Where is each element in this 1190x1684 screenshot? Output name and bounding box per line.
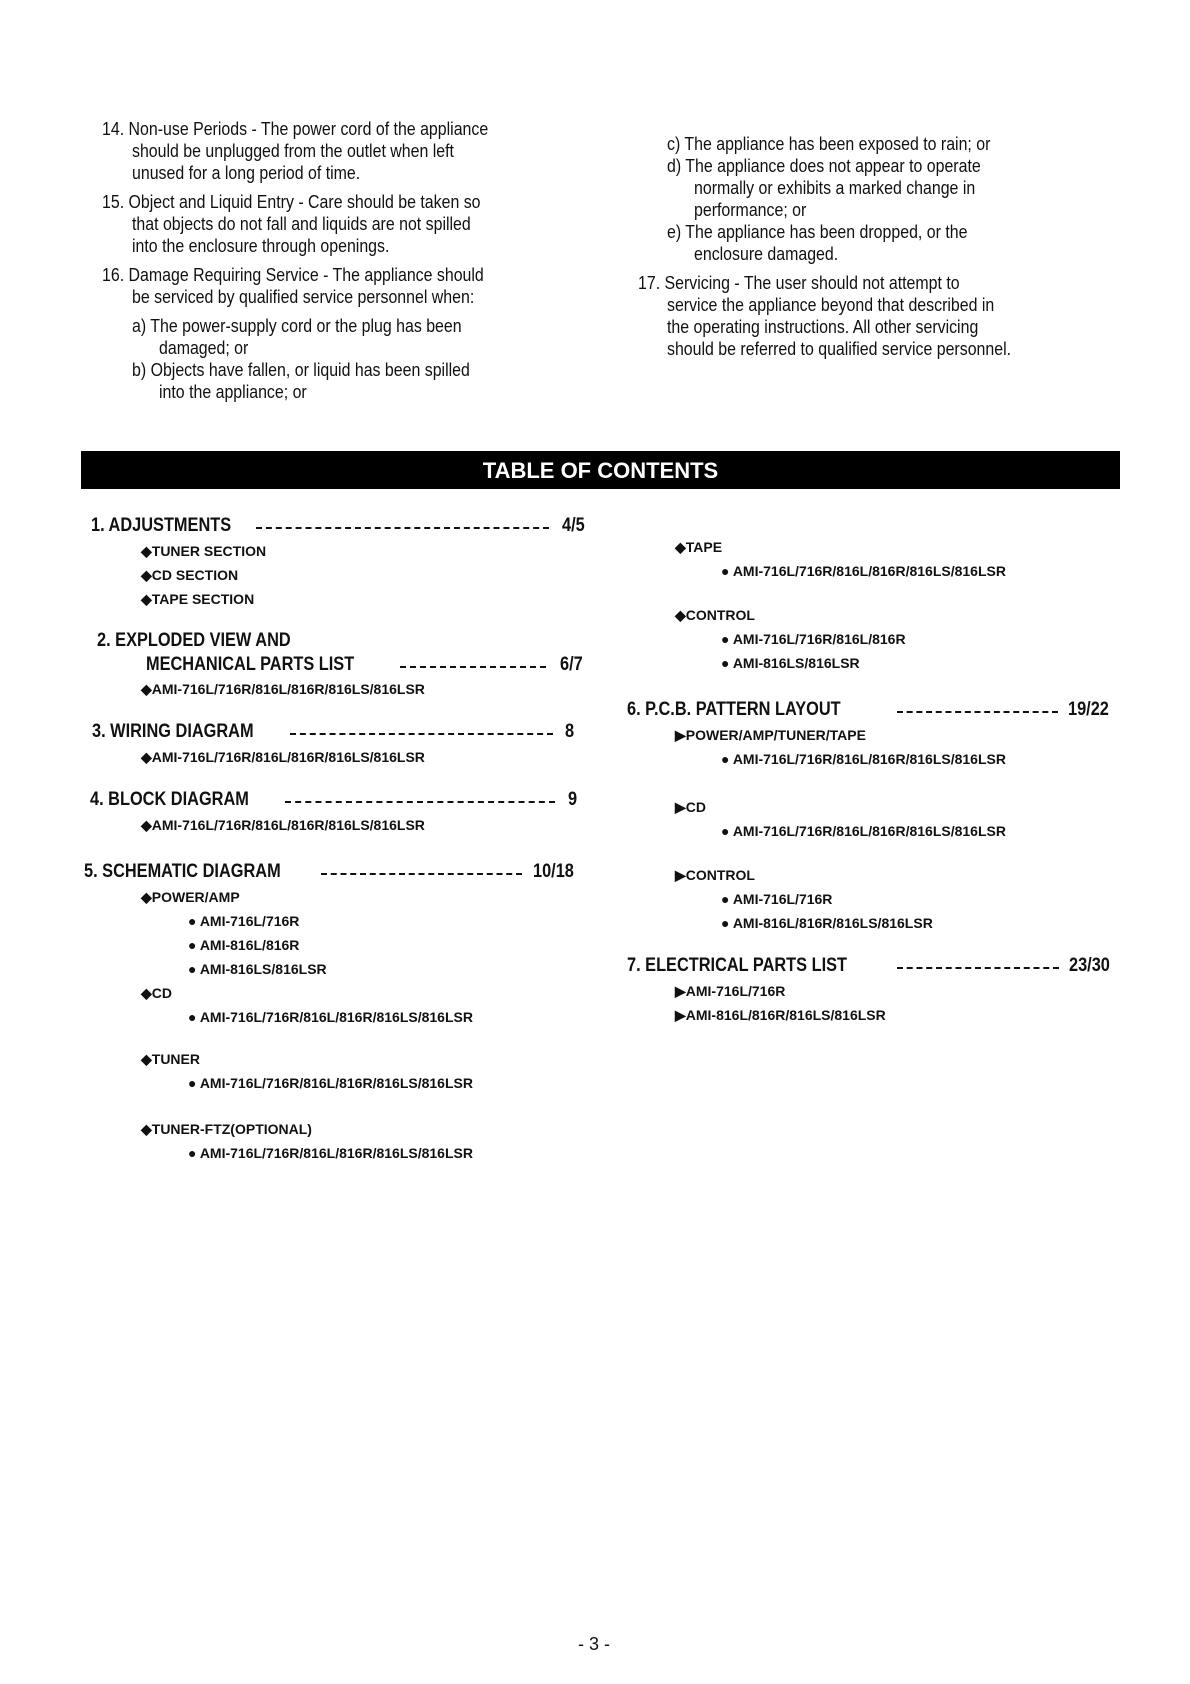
toc-section-3-leader [290,733,553,735]
item-d-line-2: normally or exhibits a marked change in [694,177,976,198]
toc-section-7-title: 7. ELECTRICAL PARTS LIST [627,955,848,976]
item-d-line-1: d) The appliance does not appear to operate [667,155,981,176]
item-15-line-1: 15. Object and Liquid Entry - Care should be taken so [102,191,481,212]
item-16-line-1: 16. Damage Requiring Service - The appliance should [102,264,484,285]
item-e-line-1: e) The appliance has been dropped, or the [667,221,968,242]
toc-6-cd: ▶CD [675,799,706,815]
toc-4-model-list: ◆AMI-716L/716R/816L/816R/816LS/816LSR [141,817,425,833]
toc-section-1-leader [256,527,549,529]
toc-section-4-leader [285,801,555,803]
toc-5-power-amp-item-3: ● AMI-816LS/816LSR [188,961,327,977]
item-17-line-2: service the appliance beyond that described in [667,294,995,315]
item-15-line-3: into the enclosure through openings. [132,235,390,256]
toc-5-control: ◆CONTROL [675,607,755,623]
toc-5-power-amp-item-2: ● AMI-816L/816R [188,937,300,953]
toc-6-control-item-2: ● AMI-816L/816R/816LS/816LSR [721,915,933,931]
item-a-line-1: a) The power-supply cord or the plug has been [132,315,462,336]
toc-5-control-item-1: ● AMI-716L/716R/816L/816R [721,631,906,647]
toc-6-control-item-1: ● AMI-716L/716R [721,891,833,907]
toc-1-cd-section: ◆CD SECTION [141,567,239,583]
toc-section-1-title: 1. ADJUSTMENTS [91,515,232,536]
toc-7-model-816: ▶AMI-816L/816R/816LS/816LSR [675,1007,886,1023]
item-14-line-1: 14. Non-use Periods - The power cord of the appliance [102,118,489,139]
toc-5-tuner-item-1: ● AMI-716L/716R/816L/816R/816LS/816LSR [188,1075,473,1091]
toc-section-2-title-line-2: MECHANICAL PARTS LIST [146,654,355,675]
item-15-line-2: that objects do not fall and liquids are not spilled [132,213,471,234]
toc-section-2-page: 6/7 [560,654,583,675]
item-b-line-1: b) Objects have fallen, or liquid has been spilled [132,359,470,380]
toc-title: TABLE OF CONTENTS [482,458,719,483]
toc-section-6-page: 19/22 [1068,699,1109,720]
page-number: - 3 - [578,1634,611,1654]
toc-5-power-amp: ◆POWER/AMP [141,889,240,905]
toc-section-5-leader [321,873,522,875]
toc-5-tape: ◆TAPE [675,539,723,555]
toc-6-cd-item-1: ● AMI-716L/716R/816L/816R/816LS/816LSR [721,823,1006,839]
toc-section-7-page: 23/30 [1069,955,1110,976]
toc-section-4-page: 9 [568,789,578,810]
toc-5-tuner-ftz: ◆TUNER-FTZ(OPTIONAL) [141,1121,312,1137]
toc-3-model-list: ◆AMI-716L/716R/816L/816R/816LS/816LSR [141,749,425,765]
toc-section-6-title: 6. P.C.B. PATTERN LAYOUT [627,699,841,720]
toc-section-6-leader [897,711,1058,713]
item-14-line-2: should be unplugged from the outlet when left [132,140,454,161]
item-d-line-3: performance; or [694,199,807,220]
toc-5-cd-item-1: ● AMI-716L/716R/816L/816R/816LS/816LSR [188,1009,473,1025]
item-b-line-2: into the appliance; or [159,381,307,402]
item-16-line-2: be serviced by qualified service personnel when: [132,286,475,307]
toc-5-power-amp-item-1: ● AMI-716L/716R [188,913,300,929]
toc-5-tuner: ◆TUNER [141,1051,200,1067]
toc-6-control: ▶CONTROL [675,867,755,883]
toc-section-7-leader [897,967,1059,969]
toc-section-2-leader [400,666,546,668]
item-14-line-3: unused for a long period of time. [132,162,361,183]
item-a-line-2: damaged; or [159,337,249,358]
item-17-line-3: the operating instructions. All other servicing [667,316,979,337]
toc-section-3-title: 3. WIRING DIAGRAM [92,721,254,742]
toc-7-model-716: ▶AMI-716L/716R [675,983,786,999]
toc-section-5-title: 5. SCHEMATIC DIAGRAM [84,861,281,882]
toc-section-2-title-line-1: 2. EXPLODED VIEW AND [97,630,291,651]
toc-5-tuner-ftz-item-1: ● AMI-716L/716R/816L/816R/816LS/816LSR [188,1145,473,1161]
toc-section-4-title: 4. BLOCK DIAGRAM [90,789,249,810]
toc-6-pat-item-1: ● AMI-716L/716R/816L/816R/816LS/816LSR [721,751,1006,767]
toc-6-power-amp-tuner-tape: ▶POWER/AMP/TUNER/TAPE [675,727,866,743]
item-17-line-4: should be referred to qualified service personnel. [667,338,1012,359]
item-e-line-2: enclosure damaged. [694,243,839,264]
toc-section-3-page: 8 [565,721,575,742]
toc-2-model-list: ◆AMI-716L/716R/816L/816R/816LS/816LSR [141,681,425,697]
toc-1-tape-section: ◆TAPE SECTION [141,591,255,607]
toc-5-tape-item-1: ● AMI-716L/716R/816L/816R/816LS/816LSR [721,563,1006,579]
toc-banner [81,451,1120,489]
toc-section-5-page: 10/18 [533,861,574,882]
toc-5-cd: ◆CD [141,985,172,1001]
item-17-line-1: 17. Servicing - The user should not attempt to [638,272,960,293]
toc-5-control-item-2: ● AMI-816LS/816LSR [721,655,860,671]
toc-section-1-page: 4/5 [562,515,585,536]
toc-1-tuner-section: ◆TUNER SECTION [141,543,267,559]
item-c-line-1: c) The appliance has been exposed to rain; or [667,133,991,154]
